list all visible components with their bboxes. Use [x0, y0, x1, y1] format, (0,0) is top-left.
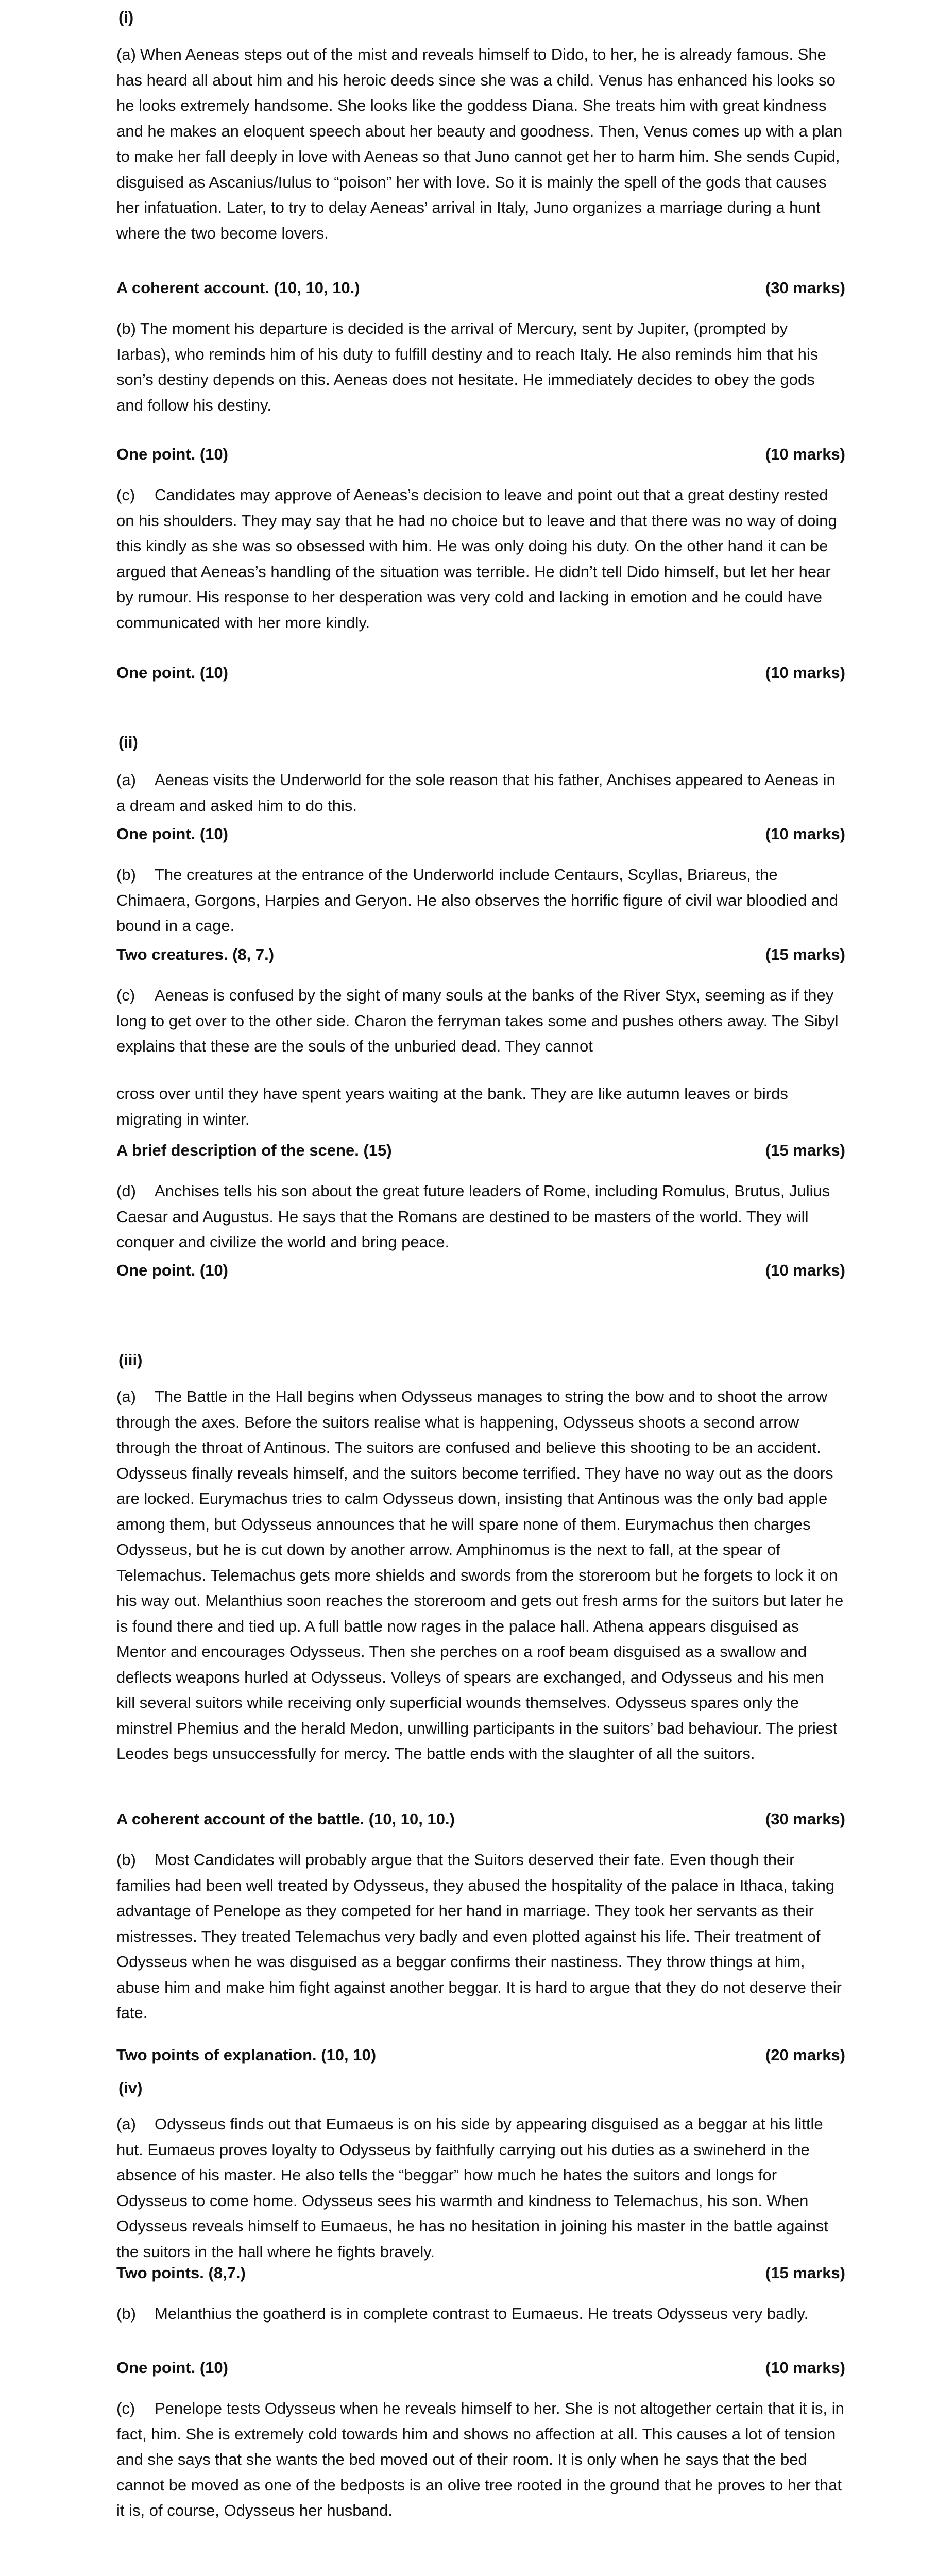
item-label: (b) [116, 319, 136, 337]
marks-value: (15 marks) [765, 2264, 845, 2282]
item-label: (c) [116, 986, 135, 1004]
item-label: (a) [116, 45, 136, 63]
marking-criteria: One point. (10) [116, 1261, 228, 1279]
answer-text: The moment his departure is decided is the arrival of Mercury, sent by Jupiter, (prompted by Iarbas), who reminds him of his duty to fulfill destiny and to reach Italy. He also reminds him that his son’s destiny depends on this. Aeneas does not hesitate. He immediately decides to obey the gods and follow his destiny. [116, 319, 819, 414]
answer-ii-c [116, 982, 845, 1059]
section-heading-i: (i) [118, 8, 134, 26]
item-label: (c) [116, 2399, 135, 2417]
marks-value: (10 marks) [765, 1261, 845, 1279]
marks-row-iii-a [116, 1809, 845, 1829]
marking-criteria: One point. (10) [116, 825, 228, 843]
answer-ii-b [116, 862, 845, 939]
answer-ii-d [116, 1178, 845, 1255]
answer-text: Candidates may approve of Aeneas’s decision to leave and point out that a great destiny rested on his shoulders. They may say that he had no choice but to leave and that there was no way of doing this kindly as she was so obsessed with him. He was only doing his duty. On the other hand it can be argued that Aeneas’s handling of the situation was terrible. He didn’t tell Dido himself, but let her hear by rumour. His response to her desperation was very cold and lacking in emotion and he could have communicated with her more kindly. [116, 486, 837, 632]
answer-i-b [116, 316, 845, 418]
marks-row-ii-b [116, 944, 845, 965]
answer-text: The creatures at the entrance of the Underworld include Centaurs, Scyllas, Briareus, the Chimaera, Gorgons, Harpies and Geryon. He also observes the horrific figure of civil war bloodied and bound in a cage. [116, 866, 838, 935]
marking-criteria: Two creatures. (8, 7.) [116, 945, 275, 963]
section-heading-iii: (iii) [118, 1351, 143, 1369]
marks-value: (15 marks) [765, 1141, 845, 1159]
answer-iii-a [116, 1384, 845, 1767]
answer-ii-c-continued [116, 1081, 845, 1132]
marks-row-i-a [116, 278, 845, 298]
answer-text: Anchises tells his son about the great future leaders of Rome, including Romulus, Brutus, Julius Caesar and Augustus. He says that the Romans are destined to be masters of the world. They will conquer and civilize the world and bring peace. [116, 1182, 830, 1251]
marking-criteria: One point. (10) [116, 445, 228, 463]
answer-text: Aeneas visits the Underworld for the sole reason that his father, Anchises appeared to Aeneas in a dream and asked him to do this. [116, 771, 836, 815]
marking-criteria: A brief description of the scene. (15) [116, 1141, 392, 1159]
marks-value: (20 marks) [765, 2046, 845, 2064]
item-label: (b) [116, 1851, 136, 1869]
section-heading-iv: (iv) [118, 2079, 143, 2097]
answer-text: Odysseus finds out that Eumaeus is on his side by appearing disguised as a beggar at his little hut. Eumaeus proves loyalty to Odysseus by faithfully carrying out his duties as a swineherd in the absence of his master. He also tells the “beggar” how much he hates the suitors and longs for Odysseus to come home. Odysseus sees his warmth and kindness to Telemachus, his son. When Odysseus reveals himself to Eumaeus, he has no hesitation in joining his master in the battle against the suitors in the hall where he fights bravely. [116, 2115, 828, 2261]
marks-value: (10 marks) [765, 445, 845, 463]
answer-iii-b [116, 1847, 845, 2026]
marking-criteria: A coherent account of the battle. (10, 10, 10.) [116, 1810, 455, 1828]
marking-criteria: Two points. (8,7.) [116, 2264, 246, 2282]
answer-iv-a [116, 2111, 845, 2264]
marks-row-i-b [116, 444, 845, 465]
item-label: (a) [116, 2115, 136, 2133]
marks-value: (30 marks) [765, 279, 845, 297]
marks-row-iv-b [116, 2358, 845, 2378]
marks-row-i-c [116, 663, 845, 683]
section-heading-ii: (ii) [118, 733, 138, 751]
marks-row-iii-b [116, 2045, 845, 2065]
item-label: (d) [116, 1182, 136, 1200]
marks-row-ii-a [116, 824, 845, 844]
marking-criteria: One point. (10) [116, 2359, 228, 2377]
answer-text: Penelope tests Odysseus when he reveals himself to her. She is not altogether certain that it is, in fact, him. She is extremely cold towards him and shows no affection at all. This causes a lot of tension and she says that she wants the bed moved out of their room. It is only when he says that the bed cannot be moved as one of the bedposts is an olive tree rooted in the ground that he proves to her that it is, of course, Odysseus her husband. [116, 2399, 844, 2519]
answer-text: Aeneas is confused by the sight of many souls at the banks of the River Styx, seeming as if they long to get over to the other side. Charon the ferryman takes some and pushes others away. The Sibyl explains that these are the souls of the unburied dead. They cannot [116, 986, 839, 1055]
marks-value: (30 marks) [765, 1810, 845, 1828]
marks-row-iv-a [116, 2263, 845, 2283]
answer-i-a [116, 42, 845, 246]
marking-criteria: Two points of explanation. (10, 10) [116, 2046, 377, 2064]
answer-iv-b [116, 2301, 845, 2327]
item-label: (a) [116, 1387, 136, 1405]
answer-text: The Battle in the Hall begins when Odysseus manages to string the bow and to shoot the arrow through the axes. Before the suitors realise what is happening, Odysseus shoots a second arrow through the throat of Antinous. The suitors are confused and believe this shooting to be an accident. Odysseus finally reveals himself, and the suitors become terrified. They have no way out as the doors are locked. Eurymachus tries to calm Odysseus down, insisting that Antinous was the only bad apple among them, but Odysseus announces that he will spare none of them. Eurymachus then charges Odysseus, but he is cut down by another arrow. Amphinomus is the next to fall, at the spear of Telemachus. Telemachus gets more shields and swords from the storeroom but he forgets to lock it on his way out. Melanthius soon reaches the storeroom and gets out fresh arms for the suitors but later he is found there and tied up. A full battle now rages in the palace hall. Athena appears disguised as Mentor and encourages Odysseus. Then she perches on a roof beam disguised as a swallow and deflects weapons hurled at Odysseus. Volleys of spears are exchanged, and Odysseus and his men kill several suitors while receiving only superficial wounds themselves. Odysseus spares only the minstrel Phemius and the herald Medon, unwilling participants in the suitors’ bad behaviour. The priest Leodes begs unsuccessfully for mercy. The battle ends with the slaughter of all the suitors. [116, 1387, 844, 1762]
marks-value: (10 marks) [765, 664, 845, 682]
answer-ii-a [116, 767, 845, 818]
marks-value: (10 marks) [765, 825, 845, 843]
item-label: (b) [116, 2304, 136, 2323]
item-label: (c) [116, 486, 135, 504]
item-label: (a) [116, 771, 136, 789]
answer-iv-c [116, 2396, 845, 2523]
answer-text: Most Candidates will probably argue that the Suitors deserved their fate. Even though their families had been well treated by Odysseus, they abused the hospitality of the palace in Ithaca, taking advantage of Penelope as they competed for her hand in marriage. They took her servants as their mistresses. They treated Telemachus very badly and even plotted against his life. Their treatment of Odysseus when he was disguised as a beggar confirms their nastiness. They throw things at him, abuse him and make him fight against another beggar. It is hard to argue that they do not deserve their fate. [116, 1851, 842, 2022]
answer-i-c [116, 482, 845, 635]
answer-text: Melanthius the goatherd is in complete contrast to Eumaeus. He treats Odysseus very badly. [155, 2304, 809, 2323]
marks-value: (15 marks) [765, 945, 845, 963]
marks-row-ii-c [116, 1140, 845, 1161]
item-label: (b) [116, 866, 136, 884]
marks-row-ii-d [116, 1260, 845, 1281]
answer-text: When Aeneas steps out of the mist and reveals himself to Dido, to her, he is already famous. She has heard all about him and his heroic deeds since she was a child. Venus has enhanced his looks so he looks extremely handsome. She looks like the goddess Diana. She treats him with great kindness and he makes an eloquent speech about her beauty and goodness. Then, Venus comes up with a plan to make her fall deeply in love with Aeneas so that Juno cannot get her to harm him. She sends Cupid, disguised as Ascanius/Iulus to “poison” her with love. So it is mainly the spell of the gods that causes her infatuation. Later, to try to delay Aeneas’ arrival in Italy, Juno organizes a marriage during a hunt where the two become lovers. [116, 45, 843, 242]
answer-text: cross over until they have spent years waiting at the bank. They are like autumn leaves or birds migrating in winter. [116, 1084, 788, 1128]
marks-value: (10 marks) [765, 2359, 845, 2377]
marking-criteria: A coherent account. (10, 10, 10.) [116, 279, 360, 297]
marking-criteria: One point. (10) [116, 664, 228, 682]
